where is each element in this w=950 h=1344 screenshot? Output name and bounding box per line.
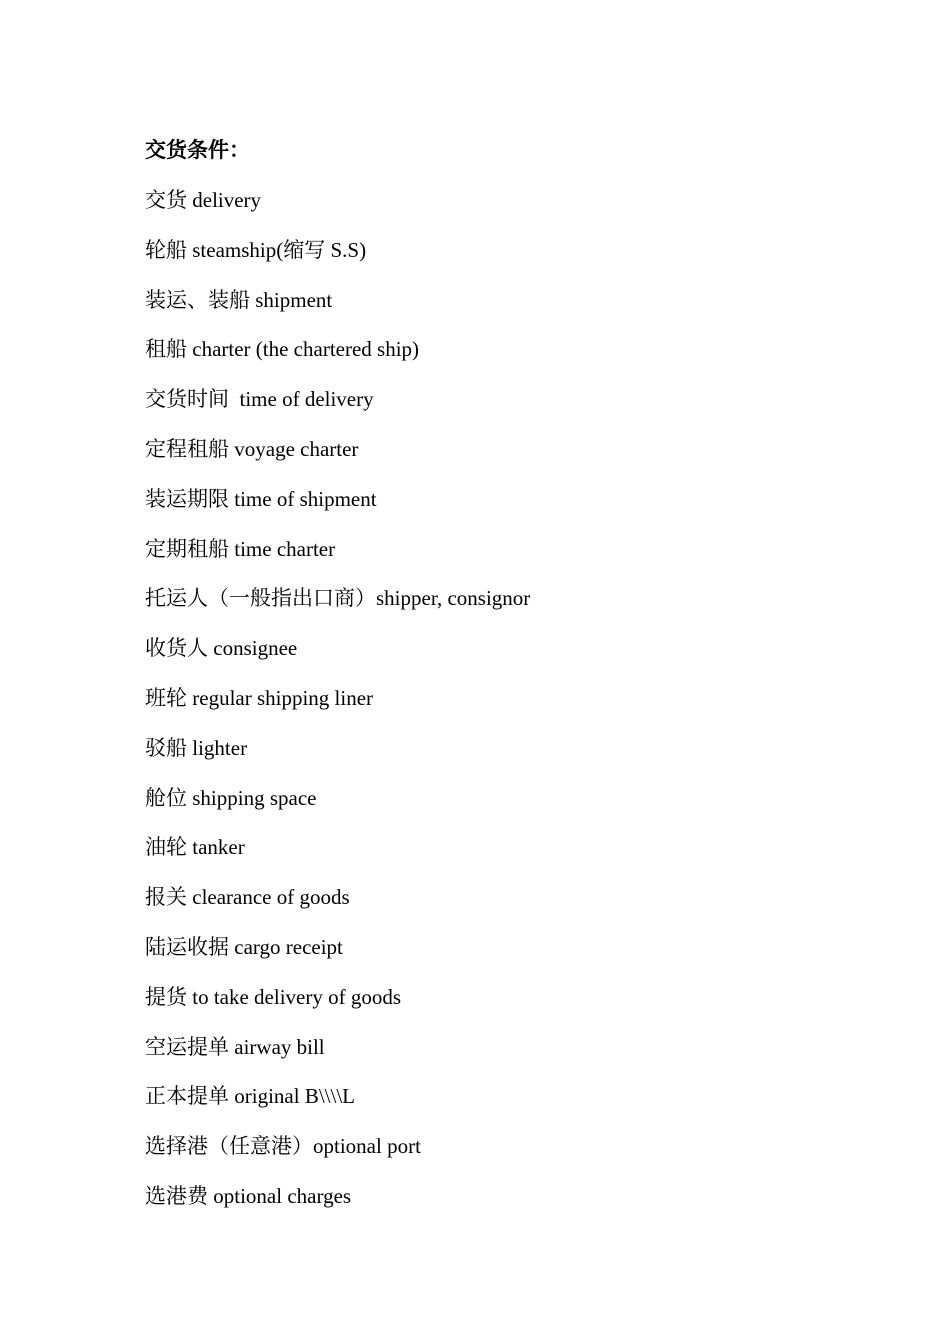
term-line: 正本提单 original B\\\\L (145, 1084, 355, 1109)
section-heading: 交货条件： (145, 138, 250, 162)
term-line: 班轮 regular shipping liner (145, 685, 374, 710)
term-line: 轮船 steamship(缩写 S.S) (145, 237, 367, 262)
term-line: 报关 clearance of goods (145, 885, 350, 910)
term-line: 装运期限 time of shipment (145, 486, 377, 511)
term-line: 油轮 tanker (145, 835, 245, 860)
term-line: 陆运收据 cargo receipt (145, 934, 343, 959)
term-line: 定程租船 voyage charter (145, 436, 359, 461)
term-line: 舱位 shipping space (145, 785, 317, 810)
term-line: 租船 charter (the chartered ship) (145, 337, 420, 362)
document-body (145, 130, 865, 1226)
term-line: 选港费 optional charges (145, 1183, 352, 1208)
term-line: 驳船 lighter (145, 735, 248, 760)
term-line: 空运提单 airway bill (145, 1034, 325, 1059)
term-list (145, 180, 865, 1216)
term-line: 提货 to take delivery of goods (145, 984, 402, 1009)
term-line: 定期租船 time charter (145, 536, 336, 561)
term-line: 交货 delivery (145, 188, 262, 212)
term-line: 交货时间 time of delivery (145, 387, 374, 412)
term-line: 托运人（一般指出口商）shipper, consignor (145, 586, 531, 611)
term-line: 收货人 consignee (145, 636, 298, 661)
term-line: 选择港（任意港）optional port (145, 1134, 421, 1159)
term-line: 装运、装船 shipment (145, 287, 333, 312)
